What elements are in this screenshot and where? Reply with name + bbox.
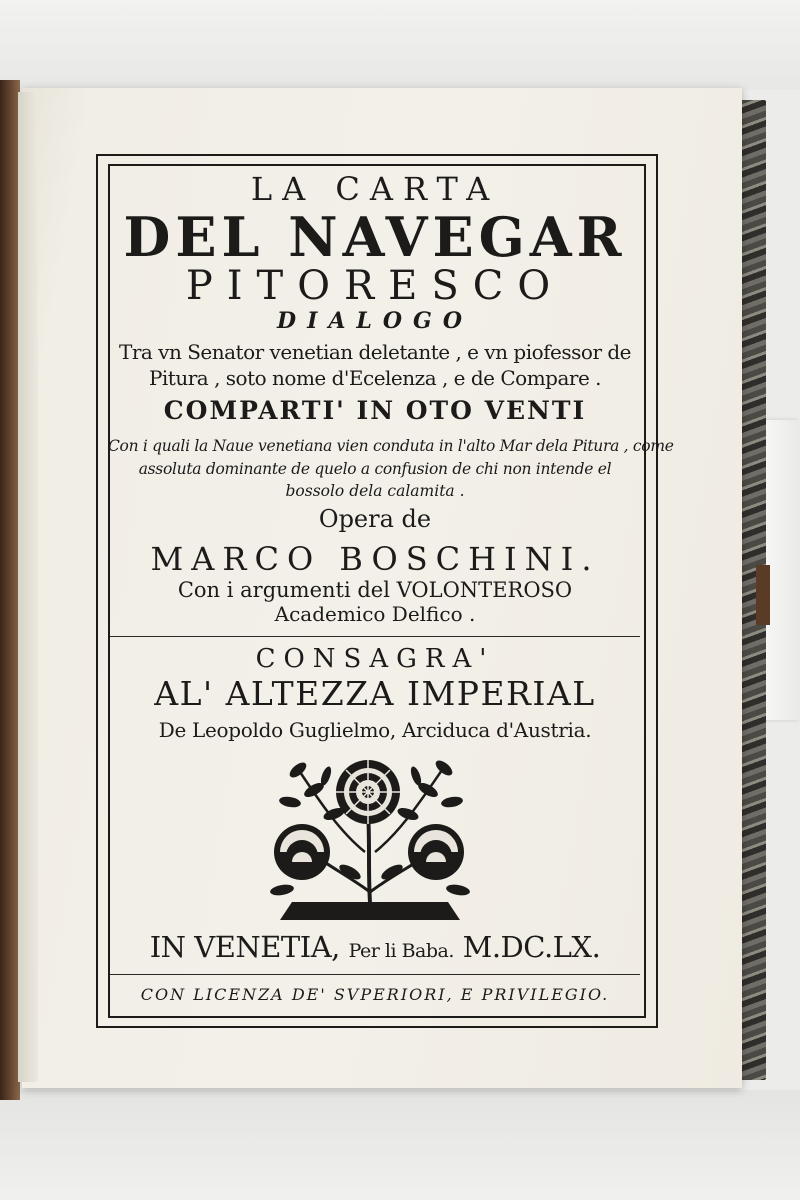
description-line-1: Tra vn Senator venetian deletante , e vn piofessor de <box>119 340 631 364</box>
divider-rule <box>110 636 640 637</box>
privilege-line: CON LICENZA DE' SVPERIORI, E PRIVILEGIO. <box>140 985 610 1004</box>
parts-heading: COMPARTI' IN OTO VENTI <box>163 396 587 425</box>
imprint-year: M.DC.LX. <box>462 930 601 964</box>
background-bottom <box>0 1090 800 1200</box>
italic-description-2: assoluta dominante de quelo a confusion de chi non intende el <box>138 460 612 478</box>
italic-description-1: Con i quali la Naue venetiana vien conduta in l'alto Mar dela Pitura , come <box>108 437 674 455</box>
italic-description-3: bossolo dela calamita . <box>285 482 465 500</box>
title-line-1: LA CARTA <box>250 170 500 208</box>
left-page-edge <box>18 92 38 1082</box>
dedicatee-name: De Leopoldo Guglielmo, Arciduca d'Austria. <box>158 718 592 742</box>
imprint-city: IN VENETIA, <box>149 930 340 964</box>
book-spine <box>0 80 20 1100</box>
description-line-2: Pitura , soto nome d'Ecelenza , e de Compare . <box>148 366 602 390</box>
title-line-3: PITORESCO <box>185 263 565 309</box>
arguments-line: Con i argumenti del VOLONTEROSO <box>177 578 573 602</box>
imprint-printer: Per li Baba. <box>348 940 454 962</box>
academy-line: Academico Delfico . <box>274 602 476 626</box>
opera-label: Opera de <box>318 505 432 533</box>
title-line-2: DEL NAVEGAR <box>123 205 627 269</box>
floral-woodcut-icon <box>270 752 470 927</box>
imprint-line <box>108 930 642 964</box>
background-top <box>0 0 800 90</box>
dedicatee-title: AL' ALTEZZA IMPERIAL <box>154 674 596 713</box>
author-name: MARCO BOSCHINI. <box>150 540 600 578</box>
dedication-label: CONSAGRA' <box>255 644 495 674</box>
divider-rule <box>110 974 640 975</box>
subtitle-dialogo: DIALOGO <box>276 308 474 334</box>
